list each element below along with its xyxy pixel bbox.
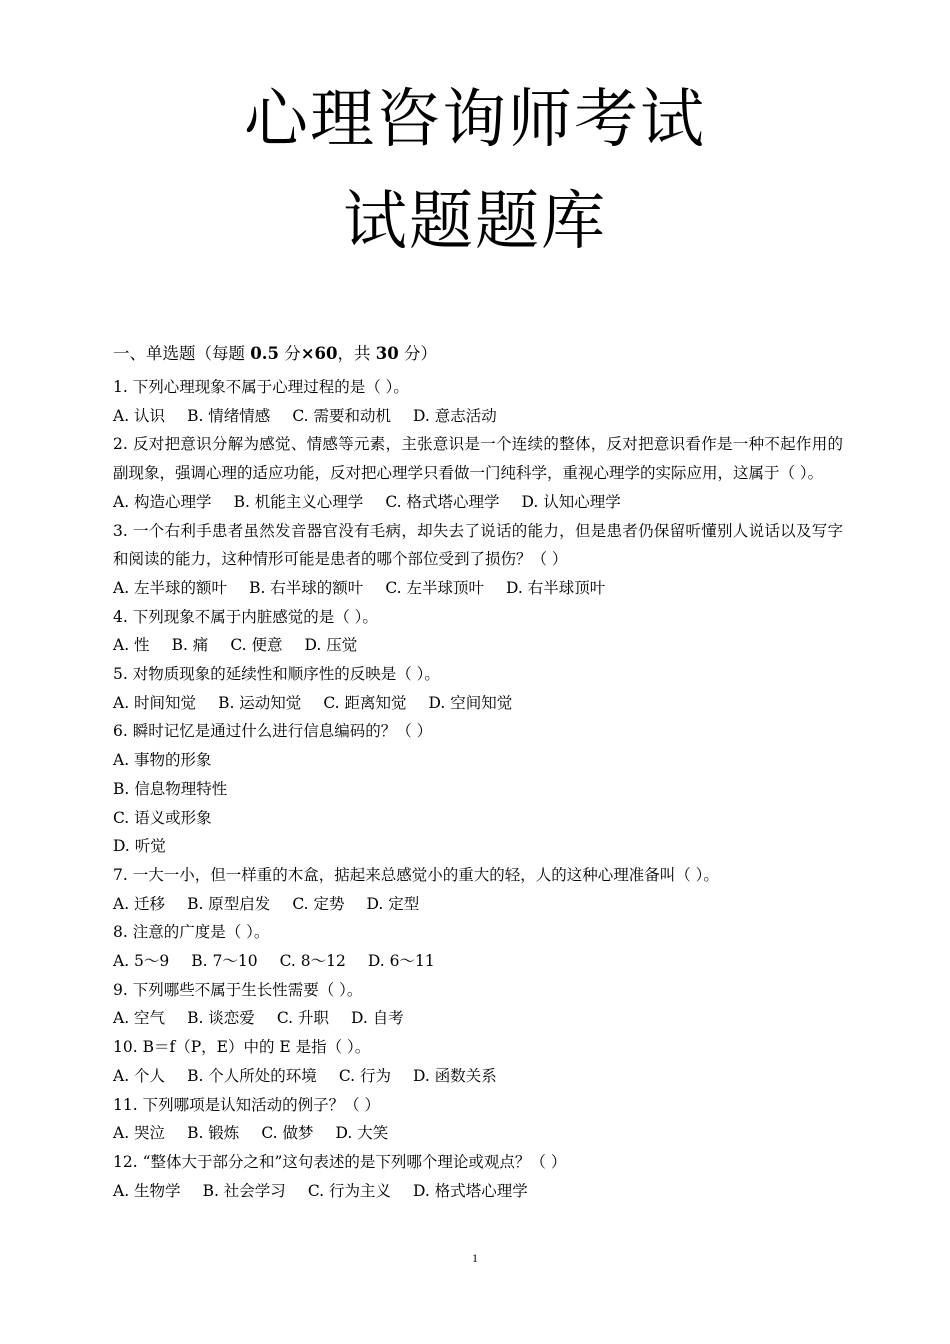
question-list (113, 343, 843, 1205)
option: C. 格式塔心理学 (385, 492, 500, 511)
question-text: 4. 下列现象不属于内脏感觉的是（ ）。 (113, 607, 378, 626)
option: D. 函数关系 (412, 1066, 497, 1085)
option: B. 运动知觉 (218, 693, 302, 712)
page-number: 1 (472, 1251, 478, 1265)
option: B. 情绪情感 (187, 406, 271, 425)
question-text: 1. 下列心理现象不属于心理过程的是（ ）。 (113, 378, 409, 396)
section-score-each: 0.5 (250, 344, 279, 363)
question-text: 8. 注意的广度是（ ）。 (113, 923, 270, 942)
option: D. 右半球顶叶 (505, 578, 606, 597)
option: A. 构造心理学 (113, 492, 212, 511)
question-text: 5. 对物质现象的延续性和顺序性的反映是（ ）。 (113, 665, 440, 684)
question-options (113, 1177, 843, 1206)
option: C. 需要和动机 (292, 406, 391, 425)
option: B. 社会学习 (202, 1181, 286, 1200)
option: D. 认知心理学 (521, 492, 621, 511)
option: C. 便意 (230, 636, 283, 655)
question-options (113, 947, 843, 976)
section-suffix: 分） (398, 344, 437, 363)
question-options (113, 1119, 843, 1148)
question-text: 10. B＝f（P，E）中的 E 是指（ ）。 (113, 1038, 371, 1057)
question-options (113, 1062, 843, 1091)
option: A. 空气 (113, 1009, 166, 1028)
option: B. 原型启发 (187, 894, 271, 913)
question-text: 9. 下列哪些不属于生长性需要（ ）。 (113, 980, 363, 999)
question-text: 7. 一大一小，但一样重的木盒，掂起来总感觉小的重大的轻，人的这种心理准备叫（ ）。 (113, 865, 719, 884)
option: B. 7～10 (191, 952, 258, 971)
question-options (113, 402, 843, 431)
option: D. 压觉 (304, 636, 358, 655)
question-options (113, 890, 843, 919)
option: B. 个人所处的环境 (187, 1066, 317, 1085)
question-text: 3. 一个右利手患者虽然发音器官没有毛病，却失去了说话的能力，但是患者仍保留听懂别人说话以及写字和阅读的能力，这种情形可能是患者的哪个部位受到了损伤？（ ） (113, 521, 843, 569)
option: C. 定势 (292, 894, 345, 913)
section-prefix: 一、单选题（每题 (113, 344, 251, 363)
option: A. 性 (113, 636, 150, 655)
option: B. 右半球的额叶 (249, 578, 364, 597)
section-total: 30 (375, 344, 399, 363)
option: D. 6～11 (367, 952, 435, 971)
question-text: 11. 下列哪项是认知活动的例子？（ ） (113, 1095, 381, 1114)
option: D. 定型 (366, 894, 420, 913)
question-text: 6. 瞬时记忆是通过什么进行信息编码的？（ ） (113, 722, 433, 741)
question-text: 2. 反对把意识分解为感觉、情感等元素，主张意识是一个连续的整体，反对把意识看作是一种不起作用的副现象，强调心理的适应功能，反对把心理学只看做一门纯科学，重视心理学的实际应用，这属于（ ）。 (113, 435, 843, 483)
option: C. 行为主义 (307, 1181, 391, 1200)
option: A. 迁移 (113, 894, 166, 913)
question-options (113, 1004, 843, 1033)
option: A. 左半球的额叶 (113, 578, 228, 597)
option: C. 8～12 (279, 952, 346, 971)
section-mid1: 分 (278, 344, 301, 363)
question-options (113, 631, 843, 660)
question-options (113, 689, 843, 718)
section-heading (113, 343, 843, 373)
option: C. 做梦 (261, 1124, 314, 1143)
section-times: ×60 (300, 344, 338, 363)
option: A. 5～9 (113, 952, 170, 971)
option: B. 信息物理特性 (113, 779, 228, 798)
section-mid2: ，共 (337, 344, 376, 363)
option: C. 语义或形象 (113, 808, 212, 827)
option: A. 事物的形象 (113, 751, 212, 770)
option: B. 锻炼 (187, 1124, 240, 1143)
option: A. 个人 (113, 1066, 166, 1085)
option: B. 机能主义心理学 (233, 492, 364, 511)
question-options (113, 574, 843, 603)
option: C. 左半球顶叶 (385, 578, 484, 597)
option: D. 格式塔心理学 (412, 1181, 528, 1200)
document-title-line1: 心理咨询师考试 (244, 83, 706, 157)
option: D. 听觉 (113, 837, 166, 856)
option: A. 哭泣 (113, 1124, 166, 1143)
option: D. 空间知觉 (428, 693, 513, 712)
option: D. 意志活动 (412, 406, 497, 425)
question-options (113, 488, 843, 517)
option: B. 痛 (171, 636, 209, 655)
option: C. 升职 (276, 1009, 329, 1028)
option: D. 大笑 (335, 1124, 389, 1143)
option: A. 生物学 (113, 1181, 181, 1200)
option: A. 认识 (113, 406, 166, 425)
document-title-line2: 试题题库 (343, 185, 607, 259)
option: B. 谈恋爱 (187, 1009, 255, 1028)
option: D. 自考 (350, 1009, 404, 1028)
option: C. 距离知觉 (323, 693, 407, 712)
option: A. 时间知觉 (113, 693, 197, 712)
option: C. 行为 (338, 1066, 391, 1085)
question-text: 12. “整体大于部分之和”这句表述的是下列哪个理论或观点？（ ） (113, 1152, 567, 1171)
